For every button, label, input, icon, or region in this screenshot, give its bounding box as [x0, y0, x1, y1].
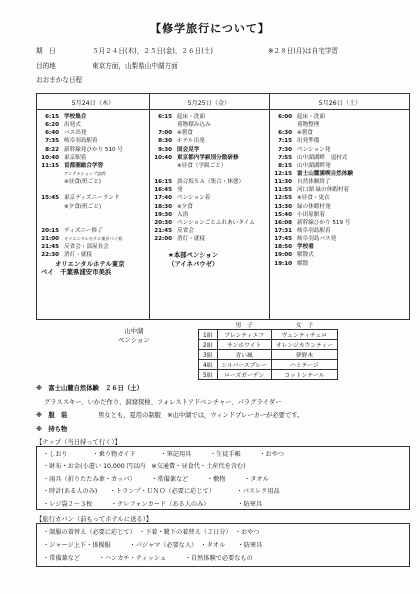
schedule-row	[270, 211, 410, 219]
schedule-time: 21:00	[41, 236, 59, 243]
schedule-row	[37, 194, 149, 202]
schedule-time: 20:15	[41, 227, 59, 234]
page-title: 【修学旅行について】	[150, 22, 270, 35]
schedule-row	[37, 137, 149, 145]
schedule-note: ★本部ペンション	[168, 251, 219, 260]
schedule-activity: ※夕食	[177, 203, 193, 210]
schedule-time: 7:35	[45, 138, 59, 145]
schedule-activity: 消灯・就寝	[177, 236, 205, 243]
day3-header: 5月26日（土）	[318, 100, 362, 107]
schedule-activity: バス出発	[64, 130, 87, 137]
schedule-row	[270, 154, 410, 162]
header-divider	[37, 109, 409, 110]
pension-girls-cell: ハミテージ	[271, 360, 337, 370]
destination-label: 目的地	[36, 62, 56, 70]
schedule-activity: 自然体験終了	[297, 179, 331, 186]
pension-label-line2: ペンション	[118, 336, 150, 344]
schedule-row	[150, 203, 269, 211]
schedule-time: 16:08	[274, 219, 292, 226]
belonging-line: ・制服の着替え（必要に応じて） ・下着・靴下の着替え（２日分） ・おやつ	[43, 529, 260, 536]
schedule-row	[37, 146, 149, 154]
schedule-row	[270, 219, 410, 227]
schedule-row	[37, 268, 149, 276]
schedule-activity: 解散式	[297, 252, 314, 259]
schedule-row	[270, 178, 410, 186]
schedule-row	[150, 170, 269, 178]
girls-header: 女 子	[271, 320, 337, 330]
schedule-row	[270, 137, 410, 145]
belonging-line: ・しおり ・乗り物ガイド ・筆記用具 ・生徒手帳 ・おやつ	[43, 451, 285, 458]
schedule-activity: ※昼食(班ごと)	[64, 179, 102, 186]
schedule-time: 9:30	[158, 146, 172, 153]
day3-column	[270, 113, 410, 268]
schedule-activity: 消灯・就寝	[64, 252, 92, 259]
boys-header: 男 子	[217, 320, 271, 330]
schedule-time: 19:00	[274, 252, 292, 259]
schedule-activity: 河口湖 緑の休暇村着	[297, 187, 350, 194]
schedule-note: オリエンタルホテル東京	[55, 259, 125, 268]
knap-box	[36, 446, 410, 510]
day1-column	[37, 113, 149, 276]
schedule-row	[270, 162, 410, 170]
schedule-time: 6:20	[45, 122, 59, 129]
schedule-row	[37, 203, 149, 211]
schedule-activity: ペンション着	[177, 195, 211, 202]
schedule-row	[270, 113, 410, 121]
schedule-row	[270, 121, 410, 129]
pension-girls-cell: オレンジカウンティー	[271, 340, 337, 350]
schedule-activity: 新幹線発ひかり 510 号	[64, 146, 123, 153]
schedule-activity: 談合坂ＳＡ（集合・休憩）	[177, 179, 245, 186]
belonging-line: ・レジ袋２〜３枚 ・テレフォンカード（ある人のみ） ・防寒具	[43, 500, 263, 508]
schedule-activity: 出発準備	[297, 138, 320, 145]
day2-column	[150, 113, 269, 268]
schedule-row	[37, 186, 149, 194]
schedule-time: 19:10	[274, 260, 292, 267]
schedule-row	[37, 178, 149, 186]
schedule-row	[270, 194, 410, 202]
schedule-row	[37, 243, 149, 251]
schedule-row	[270, 235, 410, 243]
schedule-row	[150, 162, 269, 170]
schedule-row	[270, 146, 410, 154]
belonging-line: ・ジャージ上下・体操服 ・パジャマ（必要な人） ・タオル ・防寒具	[43, 542, 263, 549]
schedule-time: 13:30	[274, 203, 292, 210]
schedule-activity: 荷物積み込み	[177, 122, 211, 129]
schedule-note: （アイネバウゼ）	[168, 259, 219, 268]
pension-label	[118, 327, 150, 345]
pension-boys-cell: ローズガーデン	[217, 370, 271, 380]
schedule-activity: ※朝食	[297, 130, 313, 137]
pension-group-cell: 4組	[199, 360, 218, 370]
schedule-row	[150, 251, 269, 259]
schedule-time: 15:45	[41, 195, 59, 202]
pension-boys-cell: ブレンティエフ	[217, 330, 271, 340]
clothing-body: 男女とも，夏用の制服 ※山中湖では，ウィンドブレーカーが必要です。	[98, 412, 304, 419]
schedule-row	[37, 227, 149, 235]
schedule-time: 21:45	[41, 244, 59, 251]
schedule-activity: ※昼食（学級ごと）	[177, 162, 227, 169]
schedule-row	[37, 154, 149, 162]
bag-box	[36, 523, 410, 567]
schedule-row	[150, 154, 269, 162]
schedule-row	[150, 186, 269, 194]
schedule-time: 21:45	[154, 227, 172, 234]
pension-row	[199, 370, 338, 380]
schedule-row	[37, 235, 149, 243]
schedule-row	[150, 178, 269, 186]
schedule-row	[270, 203, 410, 211]
schedule-activity: 首都圏総合学習	[64, 162, 104, 169]
schedule-row	[150, 194, 269, 202]
schedule-time: 17:31	[274, 227, 292, 234]
schedule-time: 6:40	[45, 130, 59, 137]
schedule-time: 6:15	[45, 114, 59, 120]
schedule-time: 16:45	[154, 187, 172, 194]
fuji-heading: ※ 富士山麓自然体験 ２６日（土）	[36, 385, 143, 392]
blank-header	[199, 320, 218, 330]
schedule-activity: 反省会	[177, 227, 194, 234]
pension-boys-cell: シルバースプレー	[217, 360, 271, 370]
schedule-time: 11:55	[274, 187, 292, 194]
schedule-time: 17:40	[154, 195, 172, 202]
day2-header: 5月25日（金）	[187, 100, 231, 107]
schedule-time: 7:30	[278, 146, 292, 153]
bag-list	[43, 526, 262, 565]
schedule-time: 22:00	[154, 236, 172, 243]
schedule-row	[37, 162, 149, 170]
schedule-time: 18:50	[274, 244, 292, 251]
pension-boys-cell: サンホワイト	[217, 340, 271, 350]
pension-row	[199, 360, 338, 370]
schedule-activity: 学校集合	[64, 114, 87, 120]
schedule-time: 6:00	[278, 114, 292, 120]
schedule-activity: 出発式	[64, 122, 81, 129]
schedule-activity: アンテナショップ訪問	[64, 170, 106, 176]
schedule-row	[150, 227, 269, 235]
pension-boys-cell: 青い風	[217, 350, 271, 360]
schedule-row	[37, 129, 149, 137]
schedule-row	[150, 113, 269, 121]
schedule-note: ベイ 千葉県浦安市美浜	[41, 267, 112, 276]
schedule-activity: オリエンタルホテル東京ベイ着	[64, 236, 123, 242]
pension-group-cell: 5組	[199, 370, 218, 380]
schedule-time: 17:45	[274, 236, 292, 243]
schedule-activity: 入浴	[177, 211, 189, 218]
schedule-row	[37, 211, 149, 219]
destination-value: 東京方面，山梨県山中湖方面	[92, 62, 178, 70]
schedule-time: 19:30	[154, 211, 172, 218]
schedule-activity: 国会見学	[177, 146, 200, 153]
schedule-time: 11:30	[274, 179, 292, 186]
schedule-row	[37, 170, 149, 178]
schedule-activity: 岐阜羽島駅着	[297, 227, 331, 234]
schedule-activity: 緑の休暇村発	[297, 203, 331, 210]
schedule-time: 6:30	[278, 130, 292, 137]
schedule-time: 8:22	[45, 146, 59, 153]
schedule-time: 10:40	[41, 154, 59, 161]
belonging-line: ・財布・お金(小遣い 10,000 円以内 ※交通費・昼食代・土産代を含む)	[43, 463, 246, 471]
schedule-row	[270, 260, 410, 268]
schedule-activity: 山中湖湖畔発	[297, 162, 331, 169]
schedule-row	[37, 219, 149, 227]
outline-label: おおまかな日程	[36, 76, 83, 84]
period-label: 期 日	[36, 47, 56, 55]
schedule-row	[150, 260, 269, 268]
knap-title: 【ナップ（当日持って行く）】	[36, 439, 121, 446]
schedule-time: 6:15	[158, 114, 172, 120]
belonging-line: ・雨具（折りたたみ傘・カッパ） ・常備薬など ・敷物 ・タオル	[43, 475, 269, 483]
schedule-activity: 解散	[297, 260, 309, 267]
pension-group-cell: 3組	[199, 350, 218, 360]
schedule-time: 8:30	[158, 138, 172, 145]
pension-group-cell: 2組	[199, 340, 218, 350]
schedule-time: 7:00	[158, 130, 172, 137]
schedule-time: 7:15	[278, 138, 292, 145]
schedule-activity: ペンション発	[297, 146, 331, 153]
schedule-activity: 起床・洗面	[177, 114, 205, 120]
schedule-activity: 新幹線ひかり 519 号	[297, 219, 351, 226]
day1-header: 5月24日（木）	[71, 100, 115, 107]
schedule-row	[270, 186, 410, 194]
schedule-time: 20:30	[154, 219, 172, 226]
schedule-activity: 東京駅着	[64, 154, 87, 161]
schedule-activity: 東京都内学級別分散研修	[177, 154, 239, 161]
schedule-activity: 岐阜羽島駅着	[64, 138, 98, 145]
schedule-time: 16:15	[154, 179, 172, 186]
schedule-activity: ホテル出発	[177, 138, 205, 145]
pension-row	[199, 340, 338, 350]
schedule-activity: ※朝食	[177, 130, 193, 137]
schedule-row	[270, 227, 410, 235]
schedule-row	[150, 121, 269, 129]
schedule-time: 7:55	[278, 154, 292, 161]
schedule-activity: ディズニー修了	[64, 227, 103, 234]
schedule-activity: 岐阜羽島バス発	[297, 236, 337, 243]
fuji-body: グラススキー、いかだ作り、洞窟探検、フォレストアドベンチャー、パラグライダー	[44, 399, 282, 406]
schedule-activity: ※夕食(班ごと)	[64, 203, 102, 210]
schedule-activity: ※昼食・更衣	[297, 195, 330, 202]
schedule-row	[37, 260, 149, 268]
schedule-row	[150, 137, 269, 145]
schedule-activity: 起床・洗面	[297, 114, 325, 120]
bag-title: 【旅行カバン（前もってホテルに送る）】	[36, 516, 153, 523]
schedule-row	[150, 146, 269, 154]
pension-girls-cell: コットンテール	[271, 370, 337, 380]
schedule-row	[270, 129, 410, 137]
belonging-line: ・時計(ある人のみ) ・トランプ・ＵＮＯ（必要に応じて） ・パスレク用品	[43, 488, 280, 496]
schedule-activity: 学校着	[297, 244, 314, 251]
belonging-line: ・常備薬など ・ハンカチ・ティッシュ ・自然体験で必要なもの	[43, 555, 253, 562]
pension-table	[198, 320, 338, 380]
schedule-time: 18:30	[154, 203, 172, 210]
schedule-time: 12:15	[274, 170, 292, 177]
period-note: ※２８日(月)は自宅学習	[268, 47, 339, 55]
schedule-row	[150, 235, 269, 243]
schedule-row	[150, 219, 269, 227]
belongings-heading: ※ 持ち物	[36, 426, 68, 433]
schedule-activity: 反省会・部屋長会	[64, 244, 109, 251]
schedule-time: 8:15	[278, 162, 292, 169]
schedule-activity: 荷物整理	[297, 122, 320, 129]
schedule-row	[37, 251, 149, 259]
period-value: ５月２４日(木)，２５日(金)，２６日(土)	[92, 47, 213, 55]
schedule-row	[150, 211, 269, 219]
pension-row	[199, 330, 338, 340]
pension-group-cell: 1組	[199, 330, 218, 340]
schedule-time: 11:15	[41, 162, 59, 169]
pension-row	[199, 350, 338, 360]
schedule-table	[36, 93, 410, 320]
schedule-time: 15:40	[274, 211, 292, 218]
pension-label-line1: 山中湖	[124, 327, 144, 335]
schedule-activity: 東京ディズニーランド	[64, 195, 120, 202]
knap-list	[43, 449, 284, 511]
schedule-activity: ペンションごとふれあいタイム	[177, 219, 255, 226]
schedule-time: 10:40	[154, 154, 172, 161]
schedule-row	[150, 129, 269, 137]
schedule-time: 22:30	[41, 252, 59, 259]
schedule-row	[37, 121, 149, 129]
pension-girls-cell: 夢野木	[271, 350, 337, 360]
schedule-time: 12:55	[274, 195, 292, 202]
schedule-activity: 富士山麓満喫自然体験	[297, 170, 353, 177]
pension-girls-cell: ヴェンティチェロ	[271, 330, 337, 340]
schedule-activity: 発	[177, 187, 183, 194]
schedule-activity: 小田原駅着	[297, 211, 325, 218]
schedule-row	[270, 251, 410, 259]
schedule-row	[270, 170, 410, 178]
schedule-row	[37, 113, 149, 121]
clothing-label: ※ 服 装	[36, 412, 68, 419]
schedule-row	[270, 243, 410, 251]
schedule-activity: 山中湖湖畔 退村式	[297, 154, 348, 161]
